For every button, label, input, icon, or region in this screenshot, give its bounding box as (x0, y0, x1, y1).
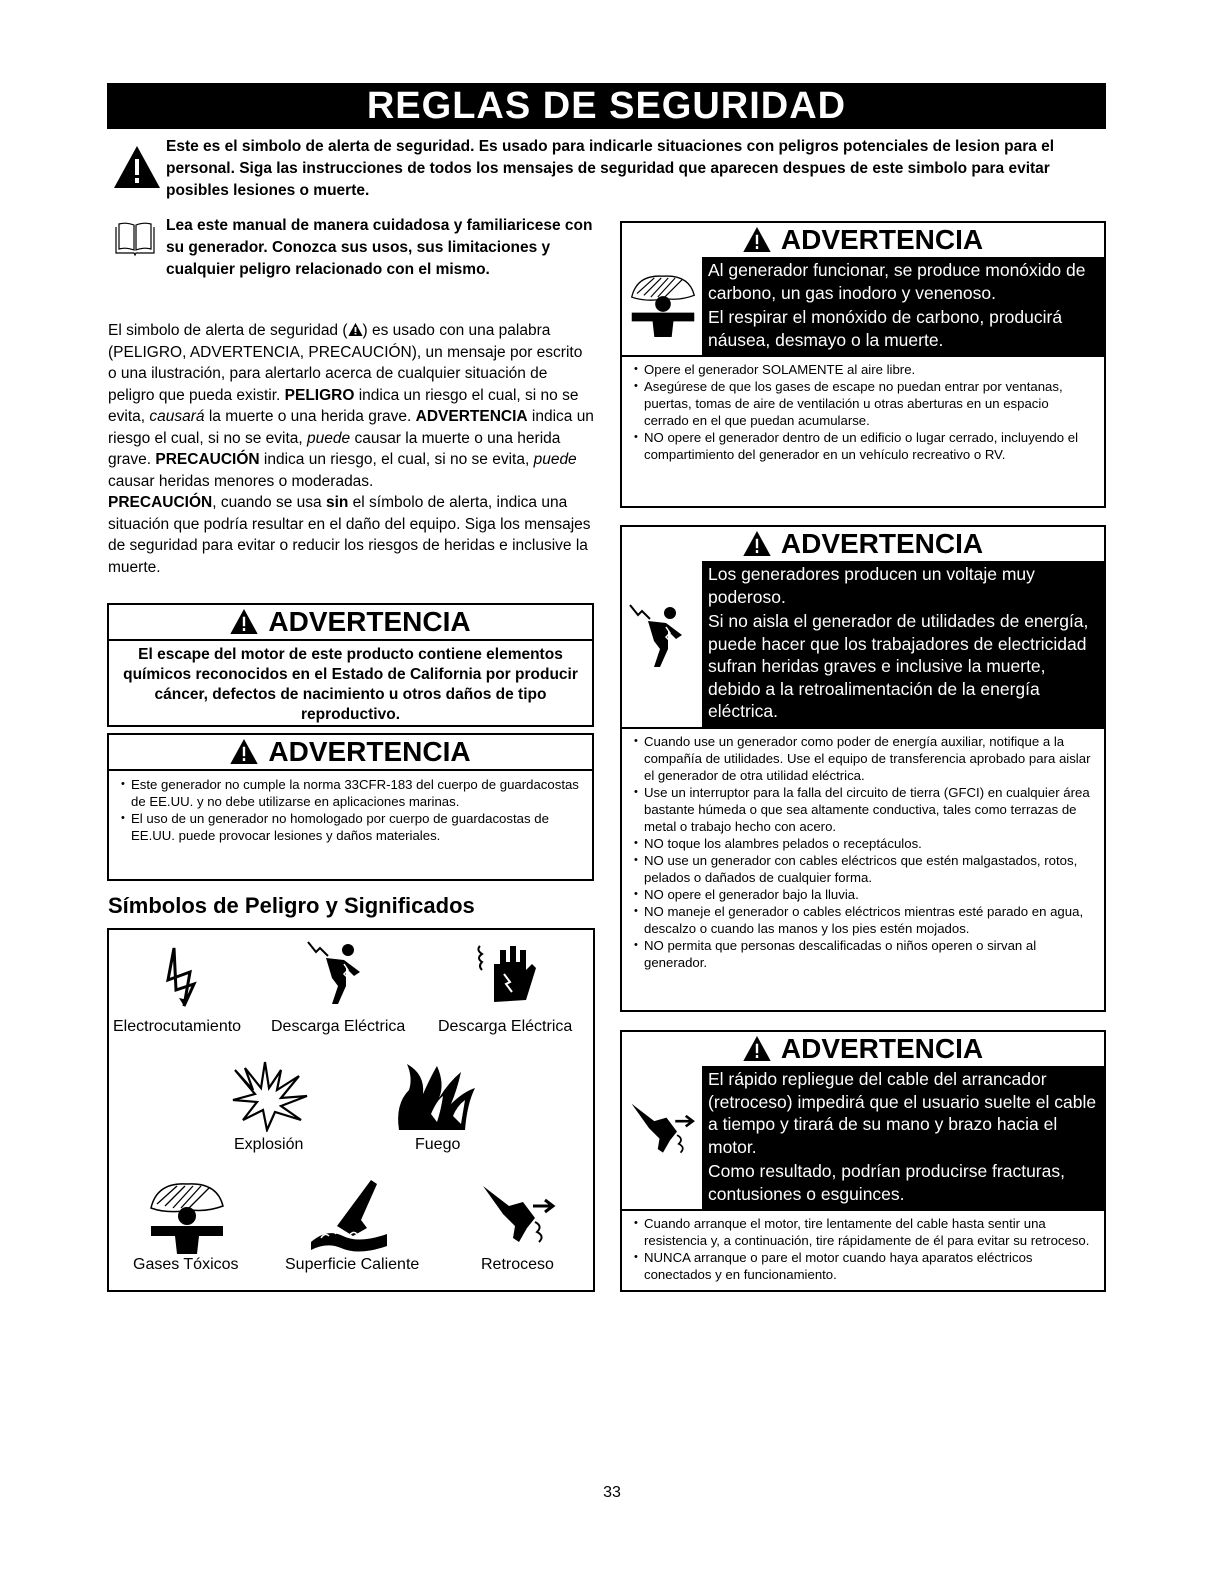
emphasis: causará (149, 408, 205, 425)
warning-box-marine (107, 733, 594, 881)
text-segment: el símbolo de alerta, indica una situación que podría resultar en el daño del equipo. Siga los mensajes de seguridad para evitar o reducir los riesgos de heridas e inclusive la muerte. (108, 494, 591, 576)
symbol-label-kickback: Retroceso (481, 1256, 554, 1273)
warning-heading-text: ADVERTENCIA (780, 1033, 984, 1064)
list-item: • NO maneje el generador o cables eléctricos mientras esté parado en agua, descalzo o cuando las manos y los pies estén mojados. (634, 903, 1096, 937)
explosion-icon (231, 1060, 311, 1132)
banner-text: El respirar el monóxido de carbono, producirá náusea, desmayo o la muerte. (708, 307, 1063, 350)
warning-heading (109, 605, 592, 639)
warning-list (622, 1209, 1104, 1283)
symbol-label-electrocution: Electrocutamiento (113, 1018, 242, 1035)
safety-alert-icon (348, 323, 363, 336)
safety-alert-intro (114, 136, 1104, 202)
warning-box-carbon-monoxide (620, 221, 1106, 508)
text-segment: causar heridas menores o moderadas. (108, 472, 374, 490)
text-segment: , cuando se usa (212, 494, 326, 511)
list-item: • Cuando use un generador como poder de energía auxiliar, notifique a la compañía de utilidades. Use el equipo de transferencia aprobado para aislar el generador de otra utilidad eléctrica. (634, 733, 1096, 784)
text-segment: indica un riesgo el cual, si no se evita, (108, 408, 594, 447)
safety-alert-icon (230, 609, 258, 634)
warning-list (622, 727, 1104, 971)
electric-shock-icon (626, 601, 696, 681)
signal-word: PRECAUCIÓN (155, 451, 260, 468)
page-title: REGLAS DE SEGURIDAD (107, 83, 1106, 129)
warning-heading-text: ADVERTENCIA (780, 224, 984, 255)
banner-text: Los generadores producen un voltaje muy poderoso. (708, 564, 1035, 607)
warning-box-electrical (620, 525, 1106, 1012)
hazard-pictogram (622, 257, 702, 355)
warning-heading-text: ADVERTENCIA (268, 736, 471, 767)
symbol-label-fire: Fuego (415, 1136, 461, 1153)
warning-heading (622, 527, 1104, 561)
safety-alert-icon (230, 739, 258, 764)
hazard-banner (622, 561, 1104, 727)
list-item: • Este generador no cumple la norma 33CFR-183 del cuerpo de guardacostas de EE.UU. y no debe utilizarse en aplicaciones marinas. (121, 776, 584, 810)
page-number: 33 (603, 1484, 621, 1501)
warning-heading-text: ADVERTENCIA (780, 528, 984, 559)
symbol-label-electric-shock-hand: Descarga Eléctrica (438, 1018, 573, 1035)
signal-word: PELIGRO (284, 386, 355, 404)
banner-text: El rápido repliegue del cable del arrancador (retroceso) impedirá que el usuario suelte el cable a tiempo y tirará de su mano y brazo hacia el motor. (708, 1069, 1097, 1157)
safety-alert-icon (114, 146, 160, 188)
electric-shock-hand-icon (474, 940, 544, 1020)
warning-list (109, 769, 592, 844)
list-item: • NO use un generador con cables eléctricos que estén malgastados, rotos, pelados o dañados de cualquier forma. (634, 852, 1096, 886)
toxic-fumes-icon (147, 1178, 227, 1254)
signal-word: PRECAUCIÓN (108, 494, 213, 511)
hazard-symbols-box (107, 928, 595, 1292)
safety-alert-icon (743, 531, 771, 556)
toxic-fumes-icon (628, 271, 698, 337)
list-item: • NO toque los alambres pelados o receptáculos. (634, 835, 1096, 852)
emphasis: puede (307, 429, 351, 447)
emphasis: puede (533, 451, 577, 468)
text-segment: ) es usado con una palabra (PELIGRO, ADVERTENCIA, PRECAUCIÓN), un mensaje por escrito o una ilustración, para alertarlo acerca de cualquier situación de peligro que pueda existir. (108, 322, 583, 404)
hazard-banner (622, 1066, 1104, 1209)
kickback-icon (479, 1182, 559, 1248)
fire-icon (391, 1054, 487, 1134)
manual-book-icon (114, 219, 156, 257)
symbol-label-electric-shock: Descarga Eléctrica (271, 1018, 406, 1035)
list-item: • Asegúrese de que los gases de escape no puedan entrar por ventanas, puertas, tomas de aire de ventilación u otras aberturas en un espacio cerrado en el que puedan acumularse. (634, 378, 1096, 429)
symbol-label-explosion: Explosión (234, 1136, 304, 1153)
text-segment: indica un riesgo el cual, si no se evita, (108, 386, 579, 425)
symbols-heading: Símbolos de Peligro y Significados (108, 893, 475, 918)
hazard-pictogram (622, 561, 702, 727)
list-item: • NUNCA arranque o pare el motor cuando haya aparatos eléctricos conectados y en funcionamiento. (634, 1249, 1096, 1283)
manual-note-text: Lea este manual de manera cuidadosa y familiaricese con su generador. Conozca sus usos, sus limitaciones y cualquier peligro relacionado con el mismo. (166, 217, 593, 278)
safety-alert-icon (743, 1036, 771, 1061)
hazard-banner (622, 257, 1104, 355)
emphasis: sin (325, 494, 349, 511)
list-item: • NO opere el generador bajo la lluvia. (634, 886, 1096, 903)
text-segment: indica un riesgo, el cual, si no se evita, (259, 451, 534, 468)
intro-text: Este es el simbolo de alerta de seguridad. Es usado para indicarle situaciones con peligros potenciales de lesion para el personal. Siga las instrucciones de todos los mensajes de seguridad que aparecen despues de este simbolo para evitar posibles lesiones o muerte. (166, 138, 1055, 199)
symbol-label-toxic-fumes: Gases Tóxicos (133, 1256, 239, 1273)
list-item: • El uso de un generador no homologado por cuerpo de guardacostas de EE.UU. puede provocar lesiones y daños materiales. (121, 810, 584, 844)
list-item: • Cuando arranque el motor, tire lentamente del cable hasta sentir una resistencia y, a continuación, tire rápidamente de él para evitar su retroceso. (634, 1215, 1096, 1249)
warning-box-california (107, 603, 594, 727)
warning-heading-text: ADVERTENCIA (268, 606, 471, 637)
signal-words-explanation (108, 320, 594, 578)
warning-text: El escape del motor de este producto contiene elementos químicos reconocidos en el Estado de California por producir cáncer, defectos de nacimiento u otros daños de tipo reproductivo. (109, 639, 592, 725)
warning-heading (622, 223, 1104, 257)
banner-text: Al generador funcionar, se produce monóxido de carbono, un gas inodoro y venenoso. (708, 260, 1086, 303)
list-item: • Use un interruptor para la falla del circuito de tierra (GFCI) en cualquier área bastante húmeda o que sea altamente conductiva, tales como terrazas de metal o trabajo hecho con acero. (634, 784, 1096, 835)
electrocution-icon (164, 944, 204, 1014)
warning-list (622, 355, 1104, 463)
text-segment: causar la muerte o una herida grave. (108, 429, 561, 468)
warning-heading (622, 1032, 1104, 1066)
list-item: • NO opere el generador dentro de un edificio o lugar cerrado, incluyendo el compartimiento del generador en un vehículo recreativo o RV. (634, 429, 1096, 463)
safety-alert-icon (743, 227, 771, 252)
banner-text: Si no aisla el generador de utilidades de energía, puede hacer que los trabajadores de electricidad sufran heridas graves e inclusive la muerte, debido a la retroalimentación de la energía eléctrica. (708, 611, 1089, 721)
warning-box-kickback (620, 1030, 1106, 1292)
hot-surface-icon (307, 1176, 391, 1256)
list-item: • Opere el generador SOLAMENTE al aire libre. (634, 361, 1096, 378)
signal-word: ADVERTENCIA (415, 408, 528, 425)
banner-text: Como resultado, podrían producirse fracturas, contusiones o esguinces. (708, 1161, 1065, 1204)
warning-heading (109, 735, 592, 769)
electric-shock-icon (304, 938, 374, 1018)
list-item: • NO permita que personas descalificadas o niños operen o sirvan al generador. (634, 937, 1096, 971)
hazard-pictogram (622, 1066, 702, 1209)
kickback-icon (628, 1100, 698, 1158)
symbol-label-hot-surface: Superficie Caliente (285, 1256, 420, 1273)
manual-note (114, 215, 594, 281)
text-segment: la muerte o una herida grave. (204, 408, 416, 425)
text-segment: El simbolo de alerta de seguridad ( (108, 322, 348, 339)
